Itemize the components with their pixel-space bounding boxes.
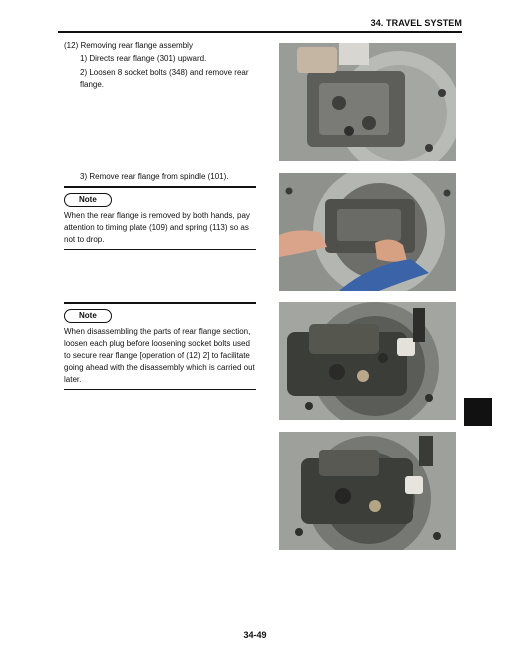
- procedure-step-1: 1) Directs rear flange (301) upward.: [80, 54, 207, 63]
- note-rule-top: [64, 186, 256, 188]
- note-rule-top: [64, 302, 256, 304]
- section-header: 34. TRAVEL SYSTEM: [370, 18, 462, 28]
- procedure-step-2: 2) Loosen 8 socket bolts (348) and remove rear flange.: [80, 68, 249, 89]
- photo-remove-rear-flange: [279, 173, 456, 291]
- header-rule: [58, 31, 462, 33]
- procedure-step-3: 3) Remove rear flange from spindle (101).: [80, 172, 229, 181]
- photo-loosen-socket-bolts: [279, 43, 456, 161]
- photo-disassembly-continued: [279, 432, 456, 550]
- note-label: Note: [64, 193, 112, 207]
- note-box-2: [64, 302, 256, 390]
- page-number: 34-49: [243, 630, 267, 640]
- note-text: When the rear flange is removed by both hands, pay attention to timing plate (109) and spring (113) so as not to drop.: [64, 210, 250, 244]
- note-text: When disassembling the parts of rear flange section, loosen each plug before loosening socket bolts used to secure rear flange [operation of (12) 2] to facilitate going ahead with the disassembly which is carried out later.: [64, 326, 255, 384]
- note-rule-bottom: [64, 389, 256, 391]
- procedure-title: (12) Removing rear flange assembly: [64, 41, 193, 50]
- note-label: Note: [64, 309, 112, 323]
- photo-flange-plugs: [279, 302, 456, 420]
- chapter-tab-marker: [464, 398, 492, 426]
- note-rule-bottom: [64, 249, 256, 251]
- note-box-1: [64, 186, 256, 250]
